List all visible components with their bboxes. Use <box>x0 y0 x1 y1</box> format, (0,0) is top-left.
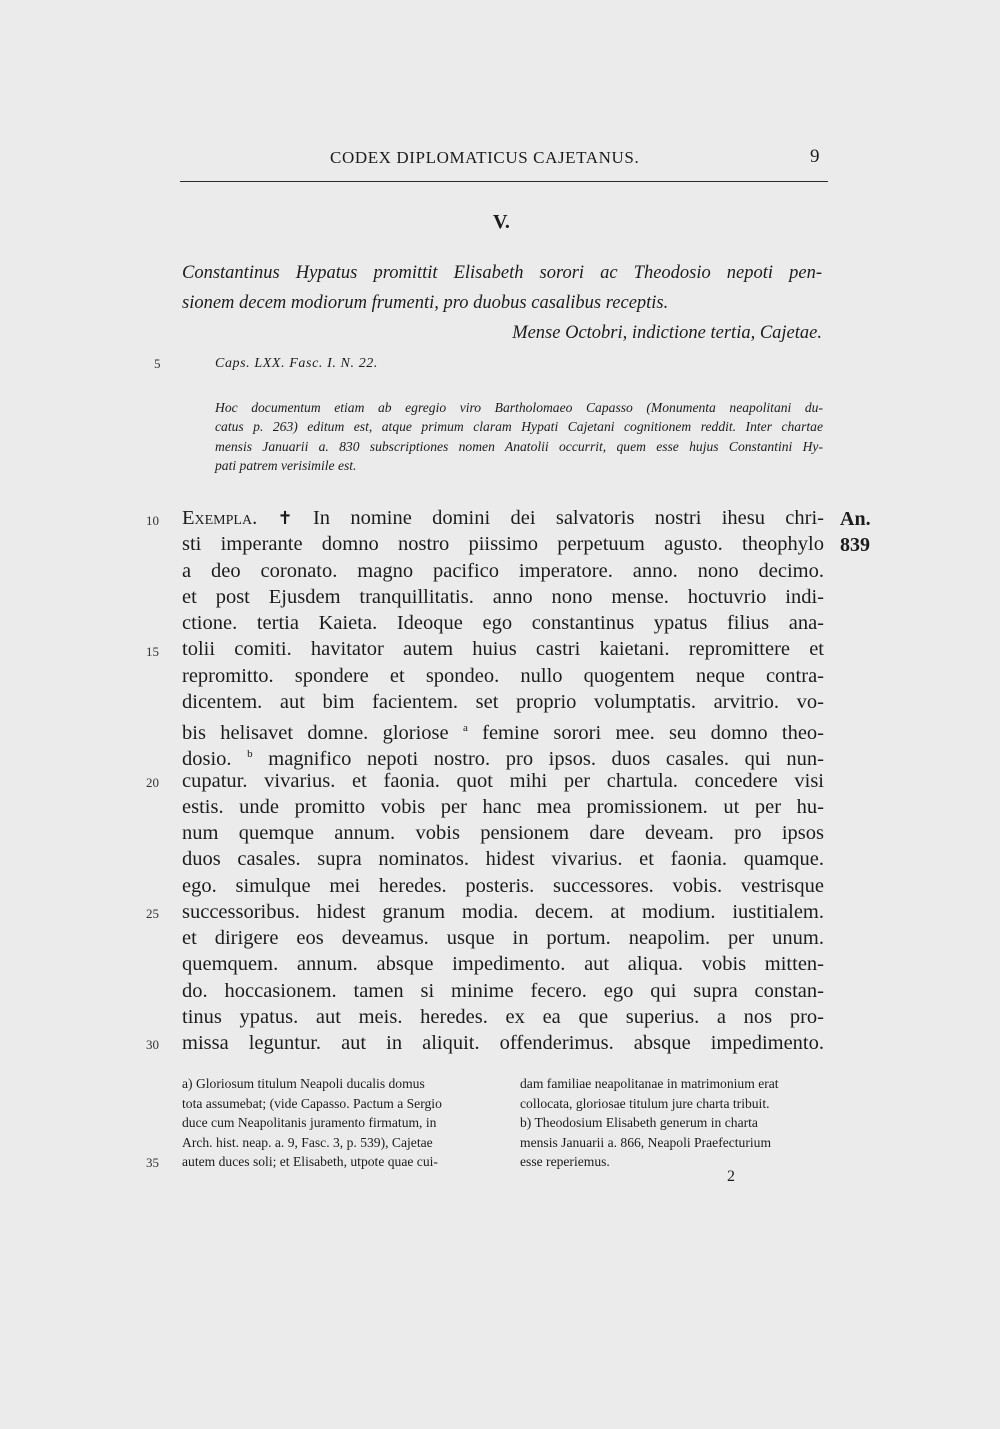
cross-icon: ✝ <box>277 508 293 529</box>
text-line: a deo coronato. magno pacifico imperatore. anno. nono decimo. <box>182 559 824 582</box>
note-line: mensis Januarii a. 830 subscriptiones nomen Anatolii occurrit, quem esse hujus Constantini Hy- <box>215 438 823 454</box>
line-number: 35 <box>146 1155 159 1170</box>
text-line-content: femine sorori mee. seu domno theo- <box>482 721 825 744</box>
text-line: ctione. tertia Kaieta. Ideoque ego constantinus ypatus filius ana- <box>182 612 824 634</box>
note-line: catus p. 263) editum est, atque primum claram Hypati Cajetani cognitionem reddit. Inter chartae <box>215 419 823 435</box>
text-line-content: magnifico nepoti nostro. pro ipsos. duos casales. qui nun- <box>268 748 824 771</box>
line-number: 10 <box>146 513 159 528</box>
running-title: CODEX DIPLOMATICUS CAJETANUS. <box>330 148 640 167</box>
line-number: 15 <box>146 644 159 659</box>
text-line <box>182 715 825 744</box>
text-line: ego. simulque mei heredes. posteris. successores. vobis. vestrisque <box>182 874 824 897</box>
summary-line: sionem decem modiorum frumenti, pro duobus casalibus receptis. <box>182 293 669 313</box>
page-number: 9 <box>810 146 820 167</box>
footnote-line: dam familiae neapolitanae in matrimonium erat <box>520 1076 779 1091</box>
text-line: cupatur. vivarius. et faonia. quot mihi per chartula. concedere visi <box>182 769 824 792</box>
text-line <box>182 741 824 771</box>
footnote-line: duce cum Neapolitanis juramento firmatum, in <box>182 1115 437 1131</box>
source-reference: Caps. LXX. Fasc. I. N. 22. <box>215 356 378 371</box>
year-label: 839 <box>840 534 870 556</box>
text-line: quemquem. annum. absque impedimento. aut aliqua. vobis mitten- <box>182 953 824 976</box>
header-rule <box>180 181 828 182</box>
footnote-line: tota assumebat; (vide Capasso. Pactum a Sergio <box>182 1095 442 1111</box>
text-line: num quemque annum. vobis pensionem dare deveam. pro ipsos <box>182 822 824 844</box>
text-line: dicentem. aut bim facientem. set proprio volumptatis. arvitrio. vo- <box>182 690 824 713</box>
note-line: Hoc documentum etiam ab egregio viro Bartholomaeo Capasso (Monumenta neapolitani du- <box>215 400 823 415</box>
text-line: sti imperante domno nostro piissimo perpetuum agusto. theophylo <box>182 533 824 556</box>
document-summary <box>182 258 822 348</box>
charter-text <box>182 505 824 1056</box>
summary-line: Constantinus Hypatus promittit Elisabeth sorori ac Theodosio nepoti pen- <box>182 263 822 283</box>
line-number: 25 <box>146 906 159 921</box>
line-number: 30 <box>146 1037 159 1052</box>
footnote-mark-b: b <box>247 748 253 761</box>
text-line-content: dosio. <box>182 748 232 771</box>
footnote-mark-a: a <box>462 722 468 734</box>
text-line: tolii comiti. havitator autem huius castri kaietani. repromittere et <box>182 638 824 661</box>
summary-date-line: Mense Octobri, indictione tertia, Cajetae. <box>512 323 822 343</box>
text-line-content: bis helisavet domne. gloriose <box>182 721 449 744</box>
text-line: et dirigere eos deveamus. usque in portum. neapolim. per unum. <box>182 927 824 949</box>
footnote-line: collocata, gloriosae titulum jure charta tribuit. <box>520 1095 770 1111</box>
note-line: pati patrem verisimile est. <box>215 458 357 474</box>
footnote-line: esse reperiemus. <box>520 1154 610 1170</box>
year-label-prefix: An. <box>840 508 871 530</box>
text-line: duos casales. supra nominatos. hidest vivarius. et faonia. quamque. <box>182 848 824 871</box>
footnote-line: a) Gloriosum titulum Neapoli ducalis domus <box>182 1076 425 1091</box>
text-line: do. hoccasionem. tamen si minime fecero. ego qui supra constan- <box>182 979 824 1002</box>
text-line: successoribus. hidest granum modia. decem. at modium. iustitialem. <box>182 900 824 923</box>
text-line: estis. unde promitto vobis per hanc mea promissionem. ut per hu- <box>182 795 824 818</box>
text-line-content: In nomine domini dei salvatoris nostri ihesu chri- <box>312 507 825 529</box>
footnotes-right <box>520 1074 830 1172</box>
signature-mark: 2 <box>727 1168 735 1185</box>
line-number: 20 <box>146 775 159 790</box>
footnote-line: b) Theodosium Elisabeth generum in charta <box>520 1115 758 1131</box>
editorial-note <box>215 398 823 476</box>
text-line: missa leguntur. aut in aliquit. offenderimus. absque impedimento. <box>182 1032 824 1054</box>
footnote-line: autem duces soli; et Elisabeth, utpote quae cui- <box>182 1154 438 1170</box>
text-line: et post Ejusdem tranquillitatis. anno nono mense. hoctuvrio indi- <box>182 585 824 608</box>
footnote-line: Arch. hist. neap. a. 9, Fasc. 3, p. 539), Cajetae <box>182 1134 433 1150</box>
footnotes-left <box>182 1074 492 1172</box>
footnote-line: mensis Januarii a. 866, Neapoli Praefecturium <box>520 1134 772 1150</box>
text-line <box>182 505 824 531</box>
exempla-label: Exempla. <box>182 507 258 529</box>
text-line: tinus ypatus. aut meis. heredes. ex ea que superius. a nos pro- <box>182 1005 824 1028</box>
section-number: V. <box>493 211 510 233</box>
line-number: 5 <box>154 356 161 371</box>
text-line: repromitto. spondere et spondeo. nullo quogentem neque contra- <box>182 664 824 687</box>
